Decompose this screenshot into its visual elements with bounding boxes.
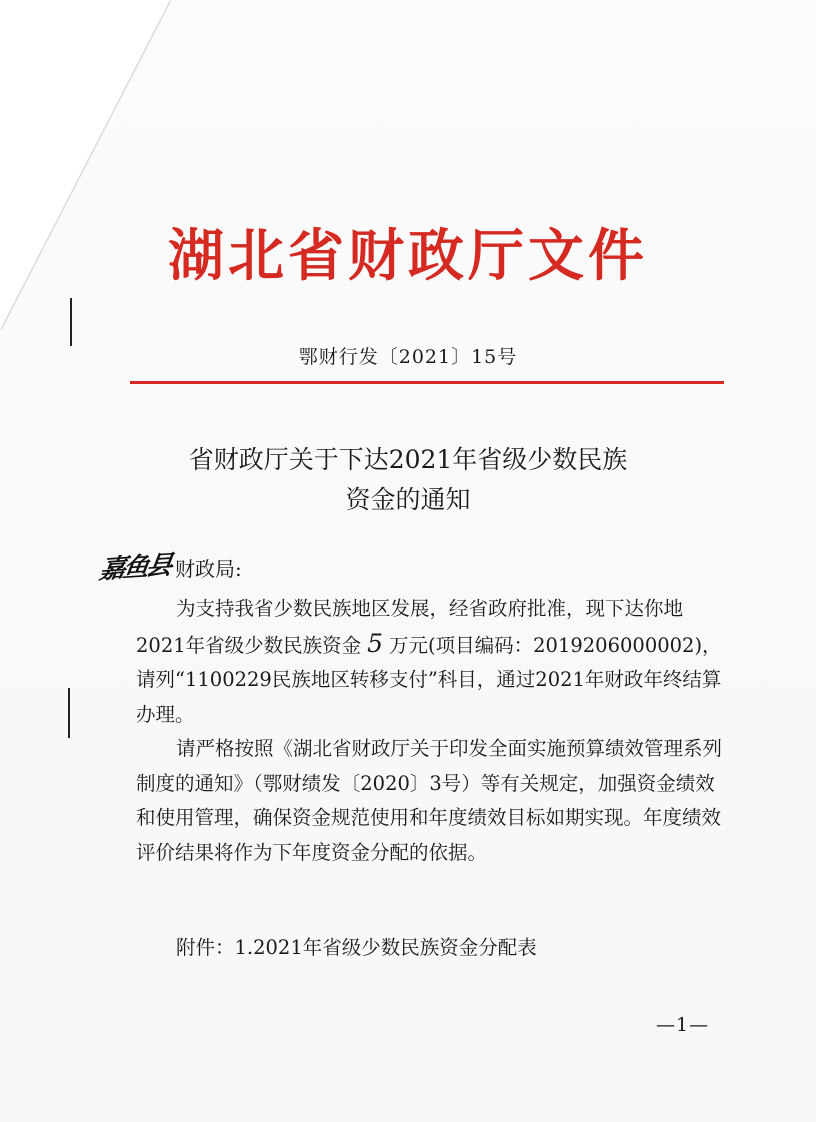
notice-title [0, 440, 816, 520]
binder-mark [70, 298, 72, 346]
attachment-line: 附件：1.2021年省级少数民族资金分配表 [176, 936, 537, 959]
document-number: 鄂财行发〔2021〕15号 [298, 346, 518, 368]
page-number: —1— [656, 1014, 710, 1036]
notice-body [136, 592, 726, 870]
handwritten-addressee: 嘉鱼县 [97, 550, 172, 586]
notice-title-line: 省财政厅关于下达2021年省级少数民族 [188, 445, 628, 474]
document-header-title: 湖北省财政厅文件 [168, 224, 648, 289]
addressee-label: 财政局: [175, 557, 242, 581]
header-divider [130, 381, 724, 384]
para1-text-b: 万元(项目编码：2019206000002)，请列“1100229民族地区转移支付”科目，通过2021年财政年终结算办理。 [136, 633, 722, 726]
body-paragraph: 请严格按照《湖北省财政厅关于印发全面实施预算绩效管理系列制度的通知》（鄂财绩发〔2020〕3号）等有关规定，加强资金绩效和使用管理，确保资金规范使用和年度绩效目标如期实现。年度绩效评价结果将作为下年度资金分配的依据。 [136, 737, 723, 864]
body-paragraph [136, 592, 726, 732]
handwritten-amount: 5 [367, 628, 384, 658]
para1-text-a: 为支持我省少数民族地区发展，经省政府批准，现下达你地2021年省级少数民族资金 [136, 597, 684, 657]
notice-title-line: 资金的通知 [345, 485, 471, 514]
binder-mark [68, 688, 70, 738]
addressee [97, 550, 242, 586]
